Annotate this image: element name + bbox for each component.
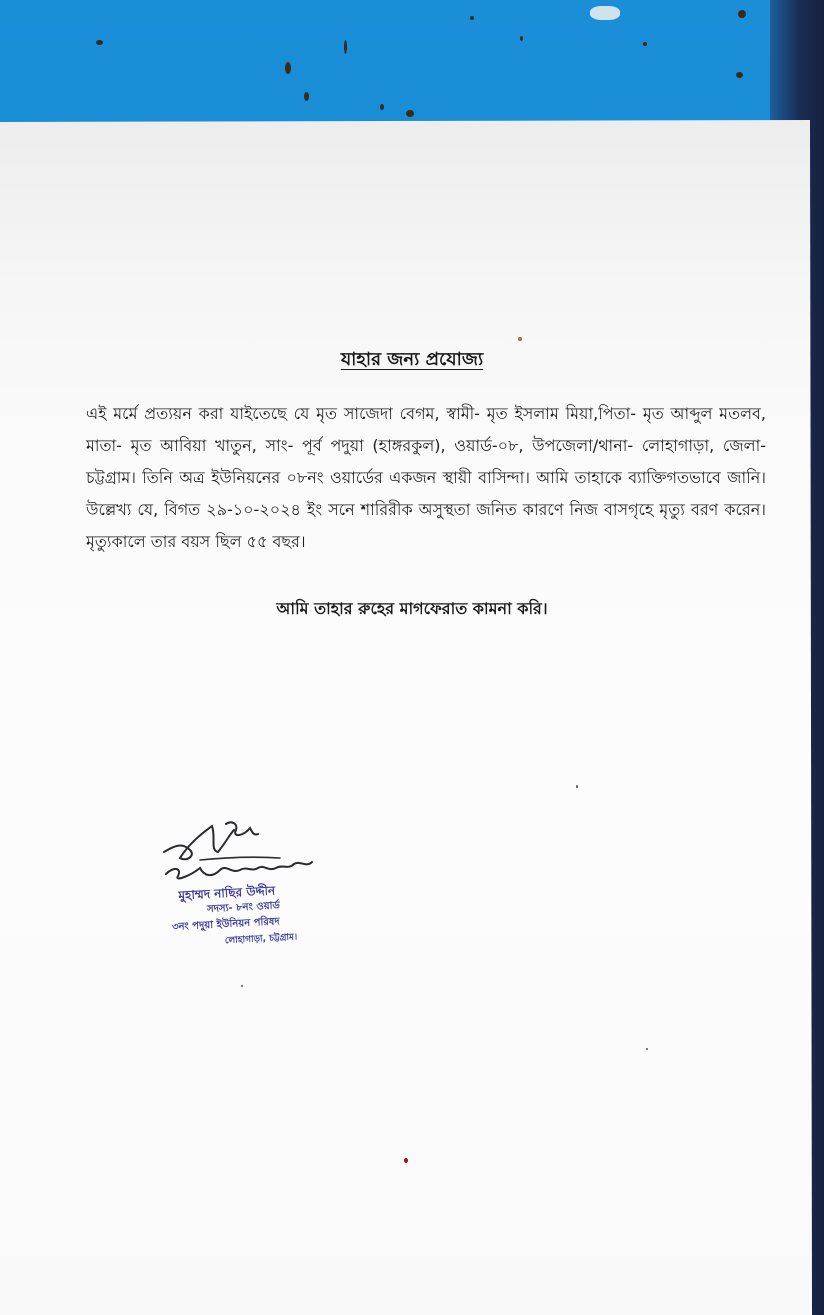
board-speck	[406, 110, 414, 117]
seal-council: ৩নং পদুয়া ইউনিয়ন পরিষদ	[171, 916, 280, 933]
board-speck	[590, 6, 620, 20]
paper-mark	[646, 1048, 648, 1050]
paper-mark	[518, 337, 522, 341]
board-speck	[304, 92, 309, 101]
board-speck	[380, 104, 384, 110]
board-speck	[470, 16, 474, 20]
paper-mark	[241, 985, 243, 987]
certificate-heading: যাহার জন্য প্রযোজ্য	[340, 349, 484, 370]
paper-mark	[576, 785, 578, 788]
certificate-paper	[0, 120, 812, 1315]
official-seal	[170, 878, 363, 952]
board-speck	[344, 40, 347, 54]
seal-location: লোহাগাড়া, চট্টগ্রাম।	[224, 932, 298, 947]
paper-mark	[404, 1158, 408, 1163]
board-speck	[285, 62, 291, 74]
board-speck	[643, 42, 647, 46]
seal-designation: সদস্য- ৮নং ওয়ার্ড	[206, 900, 281, 916]
seal-name: মুহাম্মদ নাছির উদ্দীন	[178, 883, 276, 903]
board-speck	[520, 36, 523, 41]
closing-line: আমি তাহার রুহের মাগফেরাত কামনা করি।	[276, 599, 548, 618]
board-speck	[738, 10, 746, 18]
certificate-body: এই মর্মে প্রত্যয়ন করা যাইতেছে যে মৃত সাজেদা বেগম, স্বামী- মৃত ইসলাম মিয়া,পিতা- মৃত আব্দুল মতলব, মাতা- মৃত আবিয়া খাতুন, সাং- পূর্ব পদুয়া (হাঙ্গরকুল), ওয়ার্ড-০৮, উপজেলা/থানা- লোহাগাড়া, জেলা-চট্টগ্রাম। তিনি অত্র ইউনিয়নের ০৮নং ওয়ার্ডের একজন স্থায়ী বাসিন্দা। আমি তাহাকে ব্যাক্তিগতভাবে জানি। উল্লেখ্য যে, বিগত ২৯-১০-২০২৪ ইং সনে শারিরীক অসুস্থতা জনিত কারণে নিজ বাসগৃহে মৃত্যু বরণ করেন। মৃত্যুকালে তার বয়স ছিল ৫৫ বছর।	[86, 404, 766, 551]
board-speck	[736, 72, 743, 78]
board-speck	[96, 40, 103, 45]
